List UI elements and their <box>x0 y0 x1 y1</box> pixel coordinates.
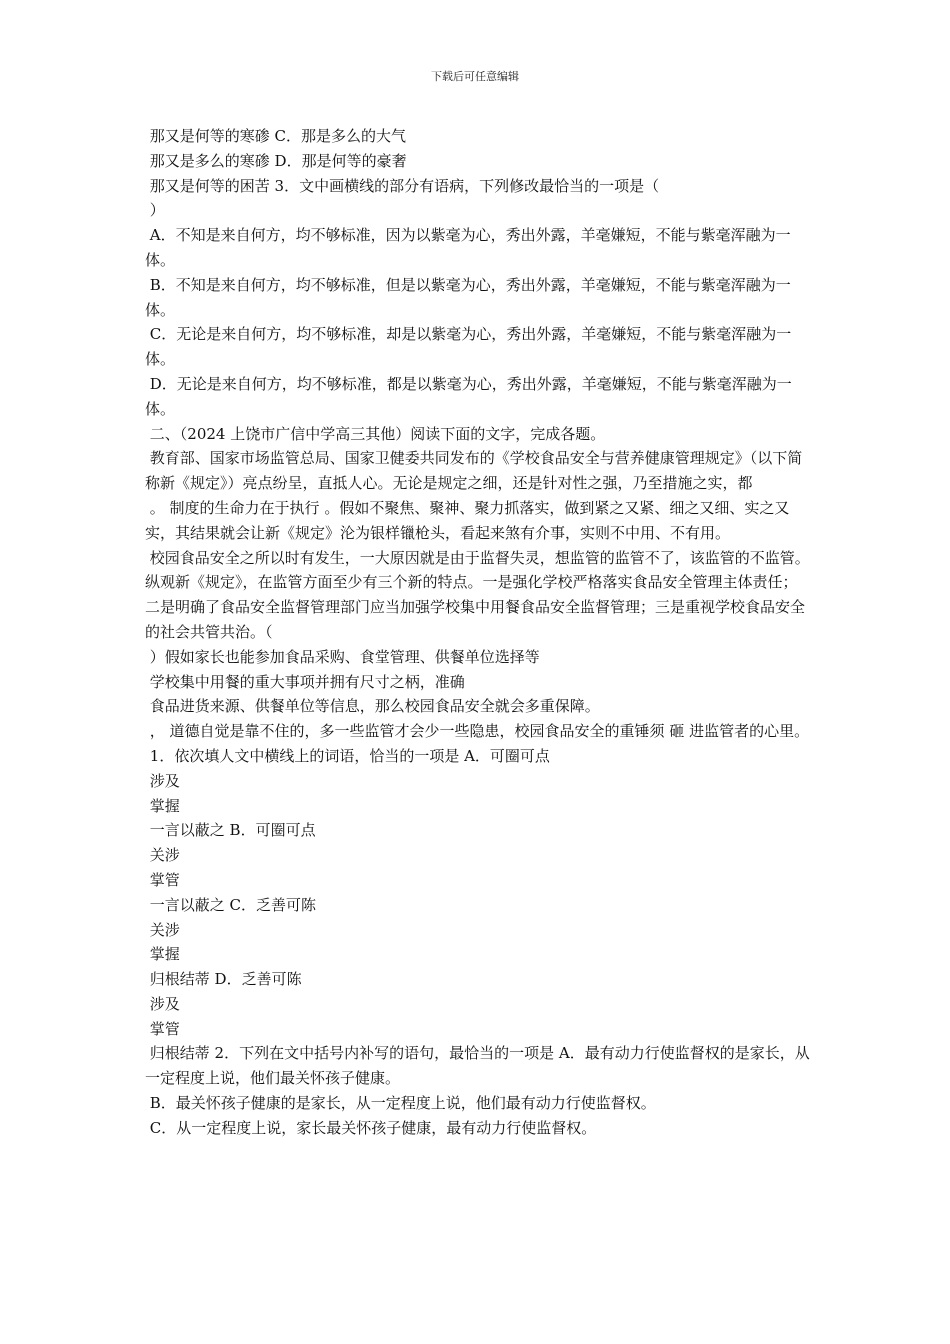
paragraph: 关涉 <box>145 920 180 939</box>
paragraph: 那又是何等的寒碜 C．那是多么的大气 <box>145 127 407 145</box>
paragraph: B．最关怀孩子健康的是家长，从一定程度上说，他们最有动力行使监督权。 <box>145 1094 656 1113</box>
paragraph: 那又是何等的困苦 3．文中画横线的部分有语病，下列修改最恰当的一项是（ <box>145 176 660 195</box>
page-header: 下载后可任意编辑 <box>431 70 519 83</box>
paragraph: ， 道德自觉是靠不住的，多一些监管才会少一些隐患，校园食品安全的重锤须 砸 进监管者的心里。 <box>145 722 810 741</box>
paragraph: 二、（2024 上饶市广信中学高三其他）阅读下面的文字，完成各题。 <box>145 424 606 443</box>
paragraph: 关涉 <box>145 846 180 865</box>
paragraph: 掌握 <box>145 945 180 964</box>
paragraph: 学校集中用餐的重大事项并拥有尺寸之柄，准确 <box>145 672 465 691</box>
paragraph: 掌管 <box>145 1019 180 1038</box>
paragraph: 归根结蒂 2．下列在文中括号内补写的语句，最恰当的一项是 A．最有动力行使监督权的是家长，从一定程度上说，他们最关怀孩子健康。 <box>145 1044 810 1088</box>
paragraph: 。 制度的生命力在于执行 。假如不聚焦、聚神、聚力抓落实，做到紧之又紧、细之又细、实之又实，其结果就会让新《规定》沦为银样镴枪头，看起来煞有介事，实则不中用、不有用。 <box>145 498 790 542</box>
paragraph: D．无论是来自何方，均不够标准，都是以紫毫为心，秀出外露，羊毫嫌短，不能与紫毫浑融为一体。 <box>145 374 792 418</box>
paragraph: ） <box>145 201 165 220</box>
paragraph: ）假如家长也能参加食品采购、食堂管理、供餐单位选择等 <box>145 647 540 666</box>
paragraph: C．无论是来自何方，均不够标准，却是以紫毫为心，秀出外露，羊毫嫌短，不能与紫毫浑融为一体。 <box>145 325 792 369</box>
paragraph: 掌管 <box>145 870 180 889</box>
paragraph: 涉及 <box>145 994 180 1013</box>
document-body <box>145 124 810 1141</box>
paragraph: 1．依次填人文中横线上的词语，恰当的一项是 A．可圈可点 <box>145 746 550 765</box>
paragraph: 一言以蔽之 B．可圈可点 <box>145 821 316 840</box>
paragraph: 涉及 <box>145 771 180 790</box>
paragraph: A．不知是来自何方，均不够标准，因为以紫毫为心，秀出外露，羊毫嫌短，不能与紫毫浑融为一体。 <box>145 226 791 269</box>
paragraph: C．从一定程度上说，家长最关怀孩子健康，最有动力行使监督权。 <box>145 1118 597 1137</box>
paragraph: 那又是多么的寒碜 D．那是何等的豪奢 <box>145 151 407 170</box>
paragraph: 校园食品安全之所以时有发生，一大原因就是由于监督失灵，想监管的监管不了，该监管的不监管。纵观新《规定》，在监管方面至少有三个新的特点。一是强化学校严格落实食品安全管理主体责任；二是明确了食品安全监督管理部门应当加强学校集中用餐食品安全监督管理；三是重视学校食品安全的社会共管共治。（ <box>145 548 810 641</box>
paragraph: 一言以蔽之 C．乏善可陈 <box>145 895 317 914</box>
paragraph: 掌握 <box>145 796 180 815</box>
paragraph: B．不知是来自何方，均不够标准，但是以紫毫为心，秀出外露，羊毫嫌短，不能与紫毫浑融为一体。 <box>145 275 791 319</box>
paragraph: 归根结蒂 D．乏善可陈 <box>145 970 302 989</box>
paragraph: 食品进货来源、供餐单位等信息，那么校园食品安全就会多重保障。 <box>145 697 600 716</box>
paragraph: 教育部、国家市场监管总局、国家卫健委共同发布的《学校食品安全与营养健康管理规定》（以下简称新《规定》）亮点纷呈，直抵人心。无论是规定之细，还是针对性之强，乃至措施之实，都 <box>145 449 803 493</box>
